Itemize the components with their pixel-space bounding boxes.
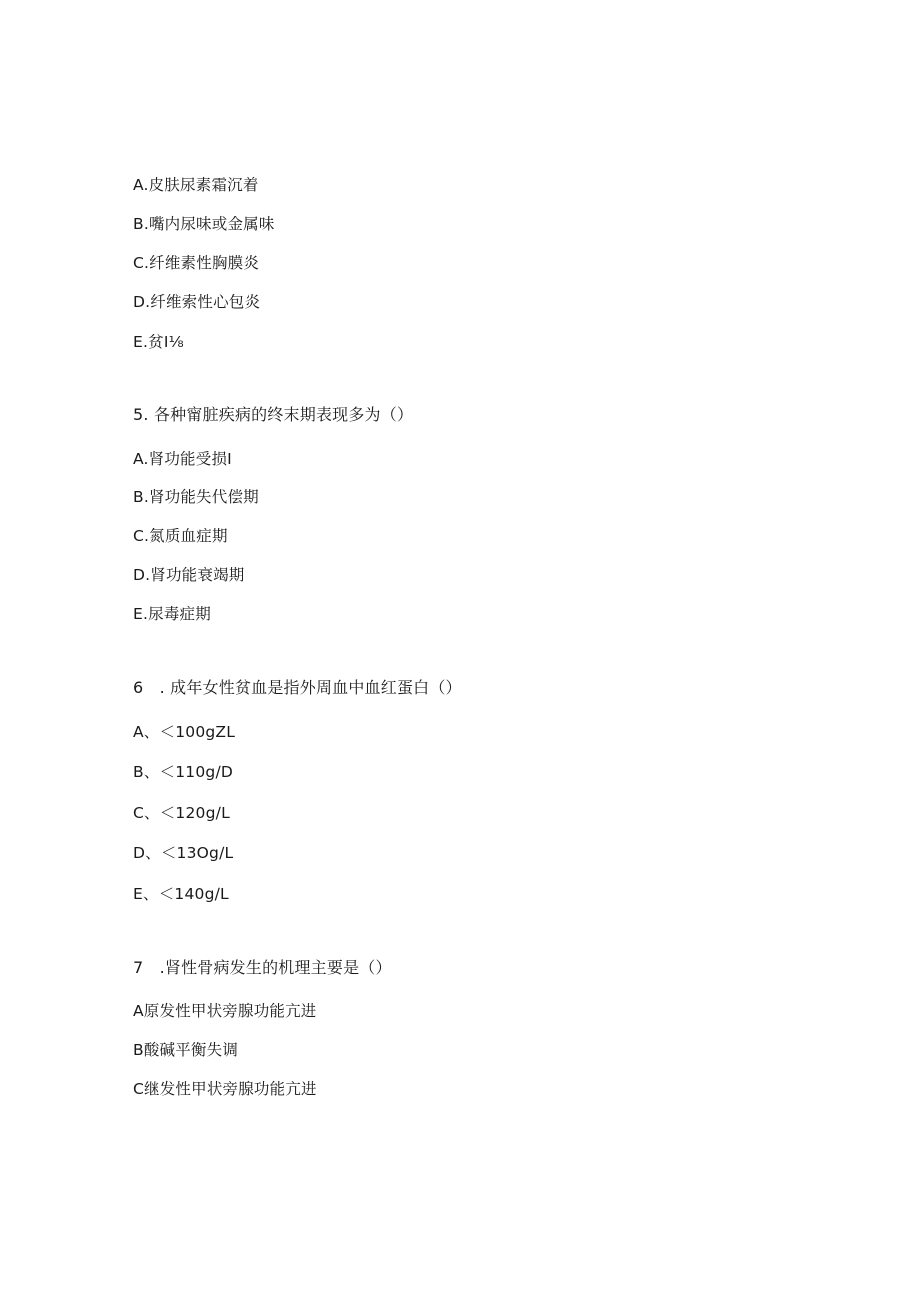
q6-stem: 6 . 成年女性贫血是指外周血中血红蛋白（） xyxy=(133,678,462,697)
q6-option-d: D、＜13Og∕L xyxy=(133,844,234,862)
q5-stem: 5. 各种甯脏疾病的终末期表现多为（） xyxy=(133,405,414,424)
q6-option-b: B、＜110g∕D xyxy=(133,763,234,781)
q4-option-d: D.纤维索性心包炎 xyxy=(133,293,261,311)
q5-option-b: B.肾功能失代偿期 xyxy=(133,488,259,506)
q5-option-c: C.氮质血症期 xyxy=(133,527,228,545)
q4-option-b: B.嘴内尿味或金属味 xyxy=(133,215,275,233)
q6-option-a: A、＜100gZL xyxy=(133,723,236,741)
q4-option-a: A.皮肤尿素霜沉着 xyxy=(133,176,259,194)
q7-stem: 7 .肾性骨病发生的机理主要是（） xyxy=(133,958,392,977)
q5-option-e: E.尿毒症期 xyxy=(133,605,211,623)
q7-option-a: A原发性甲状旁腺功能亢进 xyxy=(133,1002,317,1020)
q6-option-e: E、＜140g∕L xyxy=(133,885,229,903)
q7-option-c: C继发性甲状旁腺功能亢进 xyxy=(133,1080,317,1098)
q6-option-c: C、＜120g∕L xyxy=(133,804,230,822)
q5-option-d: D.肾功能衰竭期 xyxy=(133,566,245,584)
q5-option-a: A.肾功能受损I xyxy=(133,450,232,468)
q7-option-b: B酸碱平衡失调 xyxy=(133,1041,239,1059)
q4-option-e: E.贫I⅛ xyxy=(133,333,184,351)
q4-option-c: C.纤维素性胸膜炎 xyxy=(133,254,260,272)
